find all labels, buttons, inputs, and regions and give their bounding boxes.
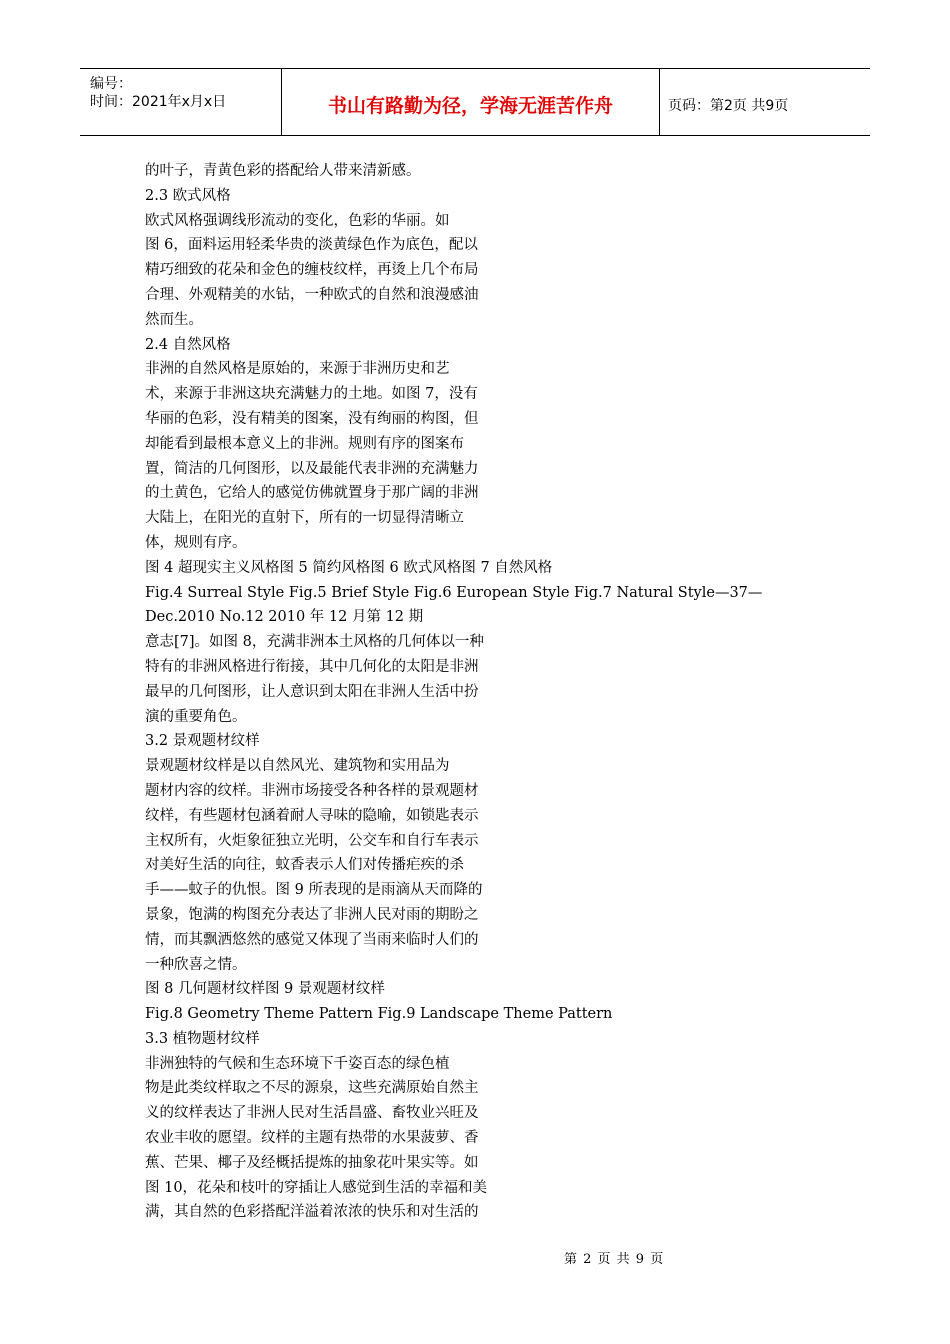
text-line: 的土黄色，它给人的感觉仿佛就置身于那广阔的非洲: [145, 485, 479, 502]
document-body: [145, 159, 865, 1225]
text-line: 图 8 几何题材纹样图 9 景观题材纹样: [145, 981, 385, 998]
text-line: 景象，饱满的构图充分表达了非洲人民对雨的期盼之: [145, 906, 479, 923]
text-line: 非洲的自然风格是原始的，来源于非洲历史和艺: [145, 361, 450, 378]
text-line: 的叶子，青黄色彩的搭配给人带来清新感。: [145, 163, 421, 179]
text-line: 精巧细致的花朵和金色的缠枝纹样，再烫上几个布局: [145, 262, 479, 279]
document-number-label: 编号：: [90, 76, 132, 92]
text-line: 义的纹样表达了非洲人民对生活昌盛、畜牧业兴旺及: [145, 1105, 479, 1122]
text-line: 情，而其飘洒悠然的感觉又体现了当雨来临时人们的: [145, 931, 479, 948]
text-line: 农业丰收的愿望。纹样的主题有热带的水果菠萝、香: [145, 1130, 479, 1147]
text-line: 特有的非洲风格进行衔接，其中几何化的太阳是非洲: [145, 658, 479, 675]
text-line: 却能看到最根本意义上的非洲。规则有序的图案布: [145, 435, 464, 452]
text-line: 术，来源于非洲这块充满魅力的土地。如图 7，没有: [145, 386, 478, 403]
text-line: 非洲独特的气候和生态环境下千姿百态的绿色植: [145, 1055, 450, 1072]
text-line: 2.4 自然风格: [145, 336, 231, 353]
header-motto: 书山有路勤为径，学海无涯苦作舟: [327, 95, 613, 117]
text-line: 一种欣喜之情。: [145, 956, 247, 973]
text-line: 图 4 超现实主义风格图 5 简约风格图 6 欧式风格图 7 自然风格: [145, 559, 553, 576]
text-line: 欧式风格强调线形流动的变化，色彩的华丽。如: [145, 212, 450, 229]
text-line: 置，简洁的几何图形，以及最能代表非洲的充满魅力: [145, 460, 479, 477]
header-motto-cell: [282, 69, 660, 135]
text-line: 演的重要角色。: [145, 708, 247, 725]
text-line: 3.2 景观题材纹样: [145, 733, 260, 750]
text-line: 题材内容的纹样。非洲市场接受各种各样的景观题材: [145, 782, 479, 799]
text-line: 然而生。: [145, 311, 203, 328]
text-line: 蕉、芒果、椰子及经概括提炼的抽象花叶果实等。如: [145, 1154, 479, 1171]
text-line: 纹样，有些题材包涵着耐人寻味的隐喻，如锁匙表示: [145, 807, 479, 824]
text-line: Dec.2010 No.12 2010 年 12 月第 12 期: [145, 609, 424, 626]
text-line: 对美好生活的向往，蚊香表示人们对传播疟疾的杀: [145, 857, 464, 874]
text-line: 合理、外观精美的水钻，一种欧式的自然和浪漫感油: [145, 286, 479, 303]
page-header: [80, 68, 870, 136]
text-line: 图 10，花朵和枝叶的穿插让人感觉到生活的幸福和美: [145, 1179, 488, 1196]
text-line: 3.3 植物题材纹样: [145, 1030, 260, 1047]
header-meta-cell: [80, 69, 282, 135]
document-time-label: 时间：2021年x月x日: [90, 94, 227, 110]
text-line: 体，规则有序。: [145, 534, 247, 551]
text-line: 大陆上，在阳光的直射下，所有的一切显得清晰立: [145, 510, 464, 527]
text-line: Fig.8 Geometry Theme Pattern Fig.9 Landscape Theme Pattern: [145, 1006, 613, 1023]
text-line: 华丽的色彩，没有精美的图案，没有绚丽的构图，但: [145, 410, 479, 427]
text-line: 最早的几何图形，让人意识到太阳在非洲人生活中扮: [145, 683, 479, 700]
header-page-cell: [660, 69, 870, 135]
text-line: 物是此类纹样取之不尽的源泉，这些充满原始自然主: [145, 1080, 479, 1097]
text-line: 景观题材纹样是以自然风光、建筑物和实用品为: [145, 758, 450, 775]
header-page-code: 页码：第2页 共9页: [668, 98, 789, 114]
text-line: 手——蚊子的仇恨。图 9 所表现的是雨滴从天而降的: [145, 882, 483, 899]
text-line: 满，其自然的色彩搭配洋溢着浓浓的快乐和对生活的: [145, 1204, 479, 1221]
text-line: 2.3 欧式风格: [145, 187, 231, 204]
page-footer: 第 2 页 共 9 页: [564, 1252, 665, 1267]
text-line: 图 6，面料运用轻柔华贵的淡黄绿色作为底色，配以: [145, 237, 478, 254]
text-line: Fig.4 Surreal Style Fig.5 Brief Style Fig.6 European Style Fig.7 Natural Style—37—: [145, 584, 763, 601]
text-line: 意志[7]。如图 8，充满非洲本土风格的几何体以一种: [145, 634, 484, 651]
text-line: 主权所有，火炬象征独立光明，公交车和自行车表示: [145, 832, 479, 849]
